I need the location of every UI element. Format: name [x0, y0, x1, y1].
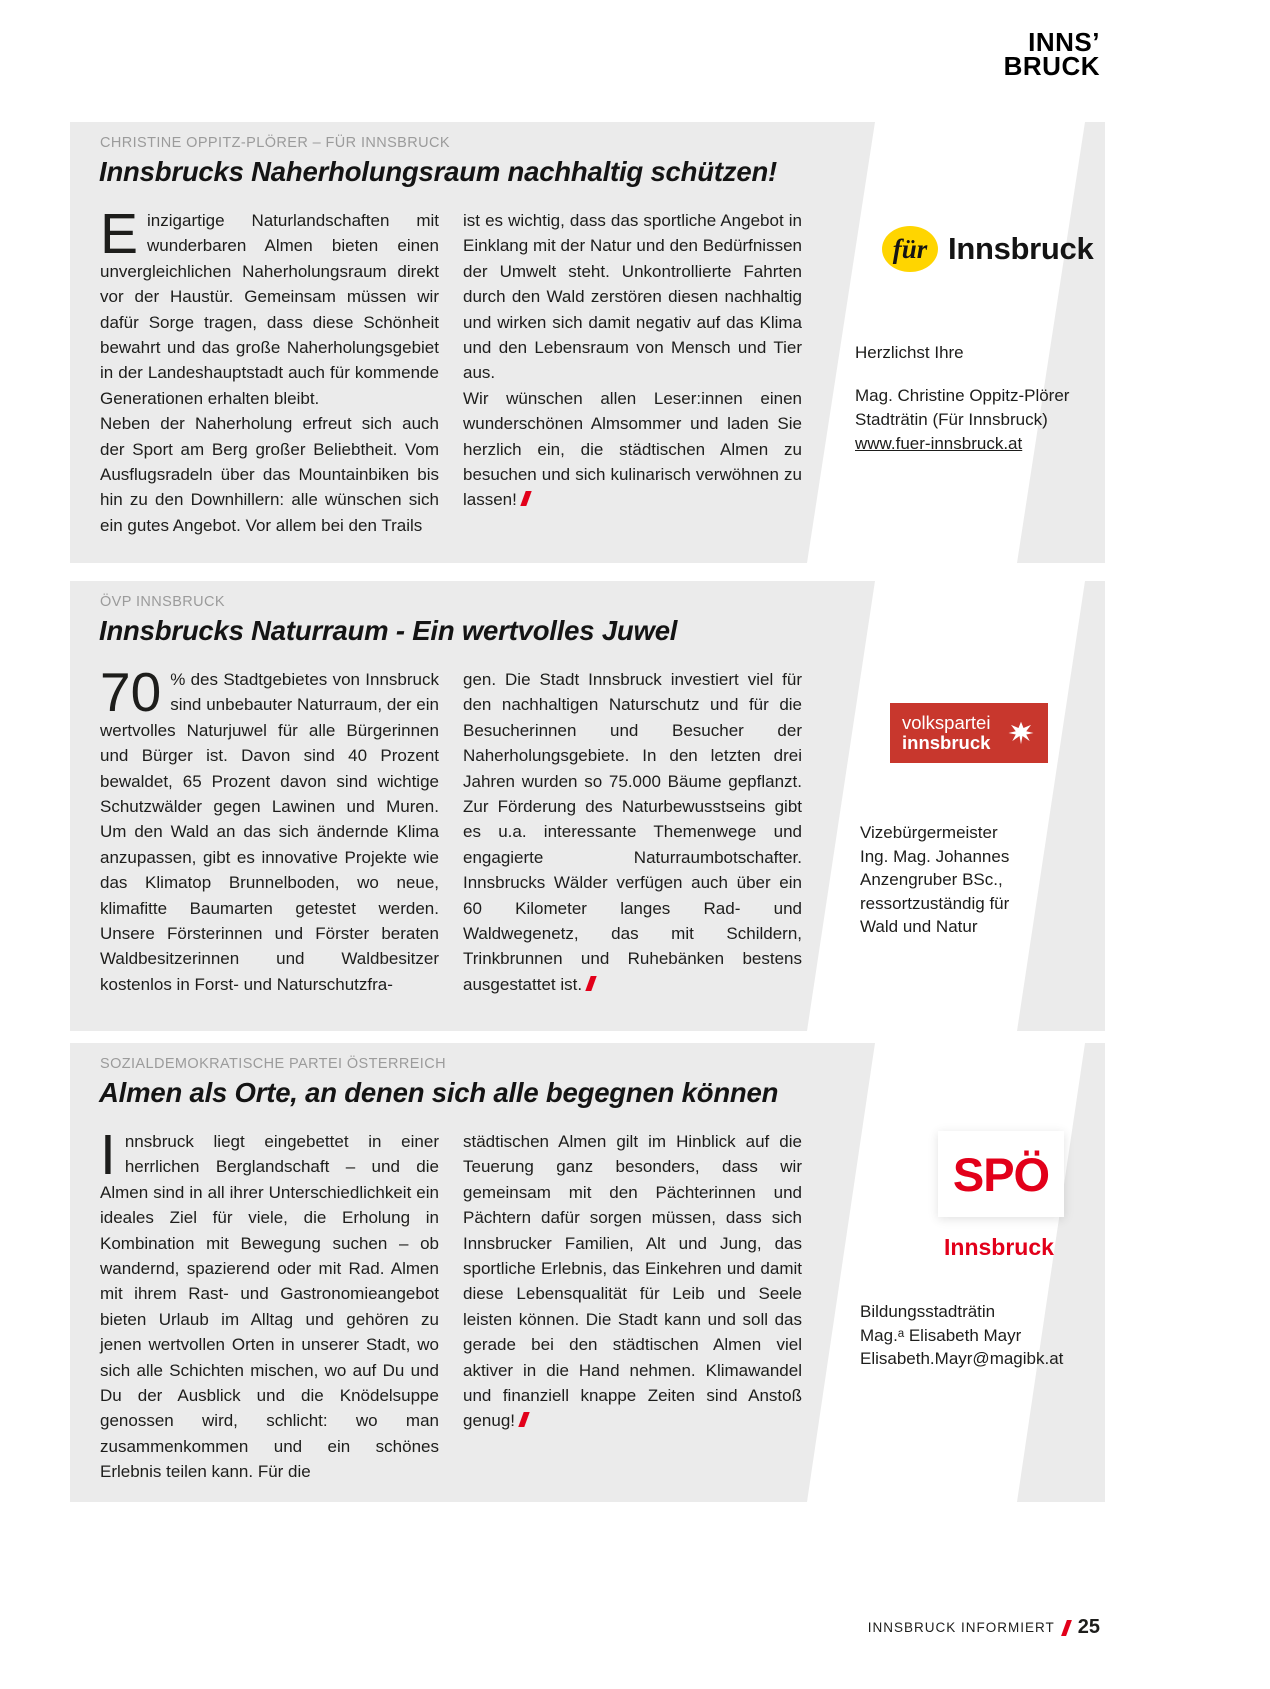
- article-kicker: CHRISTINE OPPITZ-PLÖRER – FÜR INNSBRUCK: [100, 135, 450, 151]
- contact-line: Wald und Natur: [860, 917, 978, 936]
- article-oevp: [70, 581, 1105, 1031]
- body-text: nnsbruck liegt eingebettet in einer herrlichen Berglandschaft – und die Almen sind in all ihrer Unterschiedlichkeit ein ideales Ziel für viele, die Erholung in Kombination mit Bewegung suchen – ob wandernd, spazierend oder mit Rad. Almen mit ihrem Rast- und Gastronomieangebot bieten Urlaub im Alltag und gehören zu jenen wertvollen Orten in unserer Stadt, wo sich alle Schichten mischen, wo auf Du und Du der Ausblick und die Knödelsuppe genossen wird, schlicht: wo man zusammenkommen und ein schönes Erlebnis teilen kann. Für die: [100, 1132, 439, 1482]
- red-slash-mark: [585, 976, 596, 991]
- contact-block: [855, 384, 1069, 456]
- text-column-left: [100, 661, 439, 997]
- article-headline: Innsbrucks Naturraum - Ein wertvolles Juwel: [99, 615, 678, 646]
- body-text: inzigartige Naturlandschaften mit wunderbaren Almen bieten einen unvergleichlichen Naherholungsraum direkt vor der Haustür. Gemeinsam müssen wir dafür Sorge tragen, dass diese Schönheit bewahrt und das große Naherholungsgebiet in der Landeshauptstadt auch für kommende Generationen erhalten bleibt.: [100, 211, 439, 408]
- volkspartei-line2: innsbruck: [902, 732, 991, 753]
- dropcap: 70: [100, 661, 162, 723]
- spoe-region-label: Innsbruck: [944, 1234, 1054, 1260]
- article-headline: Almen als Orte, an denen sich alle begegnen können: [99, 1077, 779, 1108]
- paragraph: [463, 386, 802, 513]
- magazine-name: INNSBRUCK INFORMIERT: [867, 1620, 1055, 1635]
- contact-line: Anzengruber BSc.,: [860, 870, 1003, 889]
- spoe-wordmark: SPÖ: [952, 1147, 1050, 1201]
- page-number: 25: [1077, 1616, 1100, 1638]
- paragraph: [100, 661, 439, 997]
- article-kicker: ÖVP INNSBRUCK: [100, 594, 225, 610]
- brand-line1: INNS’: [1028, 27, 1100, 57]
- contact-name: Mag. Christine Oppitz-Plörer: [855, 386, 1070, 405]
- volkspartei-wordmark: [902, 713, 990, 753]
- text-column-right: [463, 667, 802, 997]
- fuer-wordmark: Innsbruck: [948, 231, 1094, 266]
- volkspartei-logo: [890, 703, 1048, 763]
- text-column-right: [463, 1129, 802, 1485]
- paragraph: [463, 1129, 802, 1434]
- dropcap: E: [100, 202, 139, 266]
- innsbruck-brand-logo: [1003, 27, 1100, 81]
- paragraph: [100, 1123, 439, 1485]
- article-body: [100, 202, 802, 538]
- contact-role: Stadträtin (Für Innsbruck): [855, 410, 1048, 429]
- paragraph: [463, 667, 802, 997]
- red-slash-mark: [520, 491, 531, 506]
- body-text: gen. Die Stadt Innsbruck investiert viel für den nachhaltigen Naturschutz und für die Besucherinnen und Besucher der Naherholungsgebiete. In den letzten drei Jahren wurden so 75.000 Bäume gepflanzt. Zur Förderung des Naturbewusstseins gibt es u.a. interessante Themenwege und engagierte Naturraumbotschafter. Innsbrucks Wälder verfügen auch über ein 60 Kilometer langes Rad- und Waldwegenetz, das mit Schildern, Trinkbrunnen und Ruhebänken bestens ausgestattet ist.: [463, 670, 802, 994]
- brand-line2: BRUCK: [1003, 51, 1100, 81]
- contact-block: [860, 1300, 1063, 1371]
- contact-block: [860, 821, 1009, 939]
- paragraph: [463, 208, 802, 386]
- red-slash-mark: [518, 1412, 529, 1427]
- dropcap: I: [100, 1123, 116, 1187]
- paragraph: [100, 411, 439, 538]
- contact-line: Mag.ᵃ Elisabeth Mayr: [860, 1325, 1022, 1345]
- page-footer: [868, 1616, 1100, 1639]
- paragraph: [100, 202, 439, 411]
- contact-email-link[interactable]: Elisabeth.Mayr@magibk.at: [860, 1349, 1064, 1368]
- signoff-text: Herzlichst Ihre: [855, 343, 964, 362]
- article-body: [100, 1123, 802, 1485]
- eagle-icon: [1006, 718, 1036, 748]
- fuer-innsbruck-link[interactable]: www.fuer-innsbruck.at: [855, 434, 1023, 453]
- body-text: % des Stadtgebietes von Innsbruck sind unbebauter Naturraum, der ein wertvolles Naturjuwel für alle Bürgerinnen und Bürger ist. Davon sind 40 Prozent bewaldet, 65 Prozent davon sind wichtige Schutzwälder gegen Lawinen und Muren. Um den Wald an das sich ändernde Klima anzupassen, gibt es innovative Projekte wie das Klimatop Brunnelboden, wo neue, klimafitte Baumarten getestet werden. Unsere Försterinnen und Förster beraten Waldbesitzerinnen und Waldbesitzer kostenlos in Forst- und Naturschutzfra-: [100, 670, 439, 994]
- article-fuer-innsbruck: [70, 122, 1105, 563]
- contact-line: Ing. Mag. Johannes: [860, 846, 1010, 866]
- article-body: [100, 661, 802, 997]
- red-slash-icon: [1061, 1620, 1072, 1636]
- fuer-badge-icon: für: [882, 226, 938, 272]
- text-column-left: [100, 202, 439, 538]
- contact-line: ressortzuständig für: [860, 893, 1010, 913]
- spoe-logo: [938, 1131, 1064, 1217]
- text-column-right: [463, 208, 802, 538]
- volkspartei-line1: volkspartei: [902, 712, 991, 733]
- contact-line: Vizebürgermeister: [860, 823, 998, 842]
- fuer-innsbruck-logo: [882, 226, 1093, 272]
- body-text: ist es wichtig, dass das sportliche Angebot in Einklang mit der Natur und den Bedürfnissen der Umwelt steht. Unkontrollierte Fahrten durch den Wald zerstören diesen nachhaltig und wirken sich damit negativ auf das Klima und den Lebensraum von Mensch und Tier aus.: [463, 211, 802, 383]
- contact-line: Bildungsstadträtin: [860, 1302, 996, 1321]
- article-spoe: [70, 1043, 1105, 1502]
- body-text: Wir wünschen allen Leser:innen einen wunderschönen Almsommer und laden Sie herzlich ein, die städtischen Almen zu besuchen und sich kulinarisch verwöhnen zu lassen!: [463, 388, 802, 510]
- body-text: Neben der Naherholung erfreut sich auch der Sport am Berg großer Beliebtheit. Vom Ausflugsradeln über das Mountainbiken bis hin zu den Downhillern: alle wünschen sich ein gutes Angebot. Vor allem bei den Trails: [100, 414, 439, 535]
- text-column-left: [100, 1123, 439, 1485]
- body-text: städtischen Almen gilt im Hinblick auf die Teuerung ganz besonders, dass wir gemeinsam mit den Pächterinnen und Pächtern dafür sorgen müssen, dass sich Innsbrucker Familien, Alt und Jung, das sportliche Erlebnis, das Einkehren und damit diese Lebensqualität für Leib und Seele leisten können. Die Stadt kann und soll das gerade bei den städtischen Almen viel aktiver in die Hand nehmen. Klimawandel und finanziell knappe Zeiten sind Anstoß genug!: [463, 1132, 802, 1431]
- article-headline: Innsbrucks Naherholungsraum nachhaltig schützen!: [99, 156, 778, 187]
- article-kicker: SOZIALDEMOKRATISCHE PARTEI ÖSTERREICH: [100, 1056, 446, 1072]
